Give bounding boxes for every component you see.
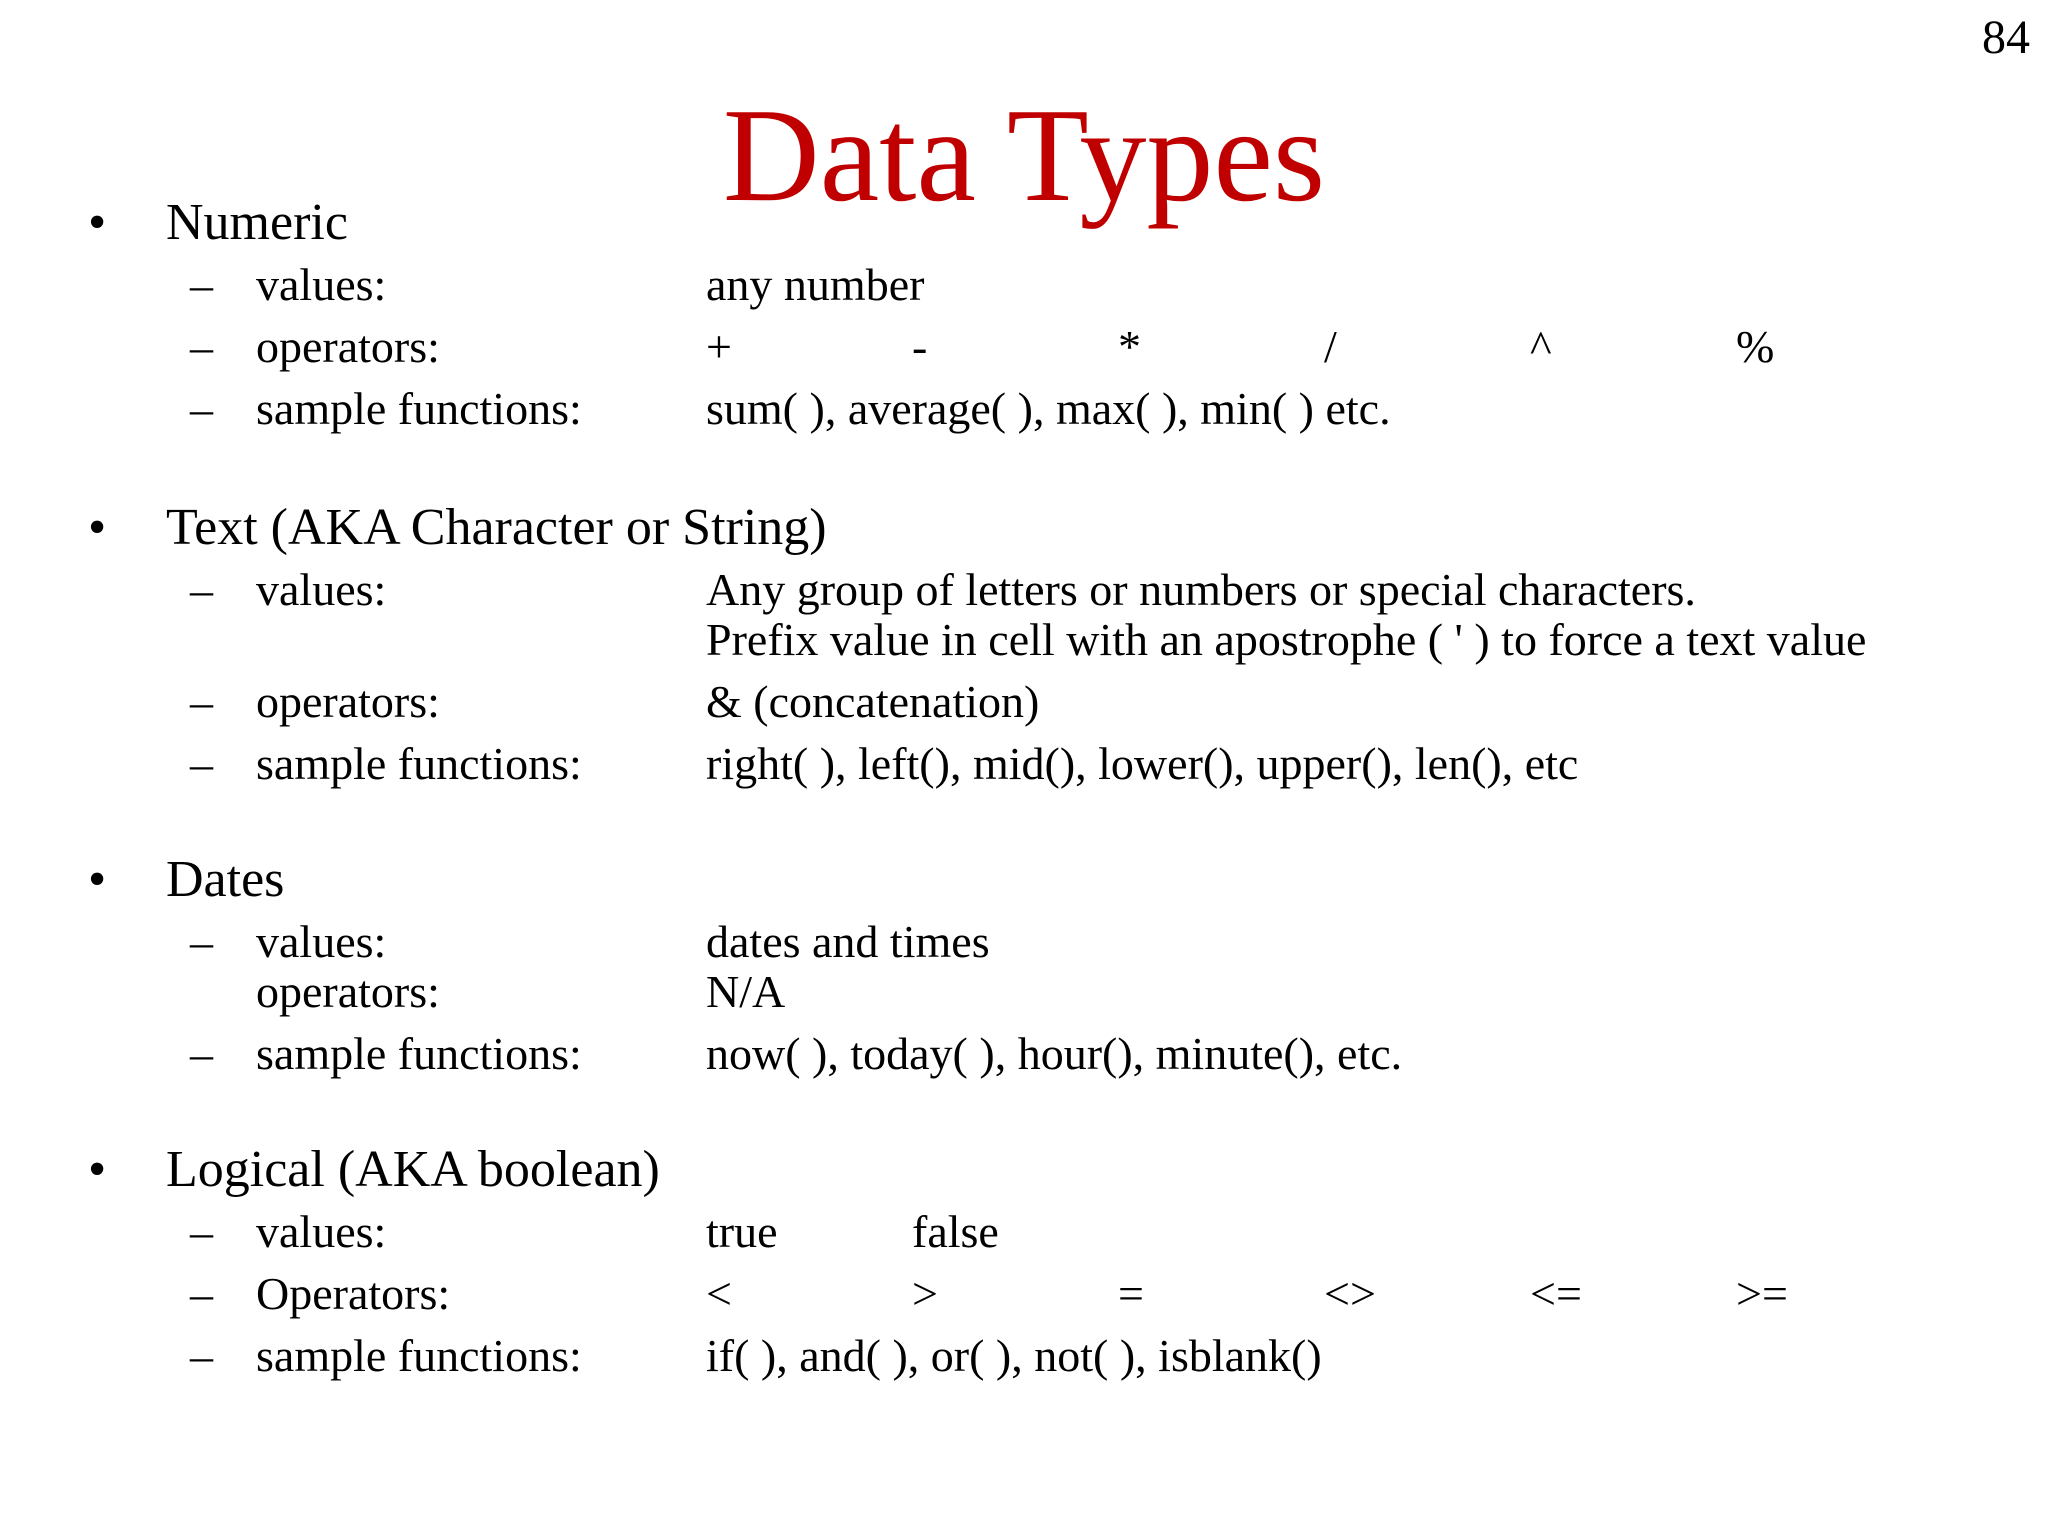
sub-item-operators xyxy=(0,1264,2048,1324)
sub-item-functions xyxy=(0,379,2048,439)
sub-item-label: values: xyxy=(256,916,387,967)
dash-icon: – xyxy=(190,1268,213,1319)
sub-item-value: any number xyxy=(706,259,925,310)
sub-item-functions xyxy=(0,734,2048,794)
bullet-label: Numeric xyxy=(166,194,348,251)
dash-icon: – xyxy=(190,383,213,434)
bullet-text xyxy=(0,498,2048,558)
sub-item-operators xyxy=(0,672,2048,732)
sub-item-value: N/A xyxy=(706,966,786,1017)
dash-icon: – xyxy=(190,916,213,967)
operator: <= xyxy=(1530,1268,1582,1319)
bullet-icon: • xyxy=(88,851,107,908)
sub-item-label: sample functions: xyxy=(256,1330,582,1381)
bullet-logical xyxy=(0,1140,2048,1200)
dash-icon: – xyxy=(190,1206,213,1257)
operator: ^ xyxy=(1530,321,1552,372)
operator: - xyxy=(912,321,928,372)
sub-item-operators xyxy=(0,962,2048,1022)
sub-item-values xyxy=(0,255,2048,315)
bullet-label: Dates xyxy=(166,851,285,908)
sub-item-functions xyxy=(0,1024,2048,1084)
operator: * xyxy=(1118,321,1141,372)
operator: + xyxy=(706,321,732,372)
bullet-icon: • xyxy=(88,499,107,556)
slide-title: Data Types xyxy=(722,81,1326,229)
bullet-dates xyxy=(0,850,2048,910)
operator: > xyxy=(912,1268,938,1319)
page-number: 84 xyxy=(1982,11,2030,64)
operator: < xyxy=(706,1268,732,1319)
bullet-numeric xyxy=(0,193,2048,253)
sub-item-label: sample functions: xyxy=(256,1028,582,1079)
sub-item-value-line2: Prefix value in cell with an apostrophe ( ' ) to force a text value xyxy=(706,614,1867,665)
sub-item-value: dates and times xyxy=(706,916,990,967)
sub-item-value: & (concatenation) xyxy=(706,676,1040,727)
value-false: false xyxy=(912,1206,999,1257)
dash-icon: – xyxy=(190,564,213,615)
operator: / xyxy=(1324,321,1337,372)
sub-item-value: right( ), left(), mid(), lower(), upper(), len(), etc xyxy=(706,738,1579,789)
bullet-label: Logical (AKA boolean) xyxy=(166,1141,660,1198)
operator: = xyxy=(1118,1268,1144,1319)
sub-item-label: operators: xyxy=(256,321,440,372)
sub-item-value: if( ), and( ), or( ), not( ), isblank() xyxy=(706,1330,1322,1381)
sub-item-label: sample functions: xyxy=(256,383,582,434)
dash-icon: – xyxy=(190,738,213,789)
dash-icon: – xyxy=(190,321,213,372)
dash-icon: – xyxy=(190,1330,213,1381)
sub-item-value-line1: Any group of letters or numbers or special characters. xyxy=(706,564,1696,615)
dash-icon: – xyxy=(190,259,213,310)
value-true: true xyxy=(706,1206,778,1257)
bullet-icon: • xyxy=(88,194,107,251)
sub-item-functions xyxy=(0,1326,2048,1386)
sub-item-values xyxy=(0,1202,2048,1262)
sub-item-label: values: xyxy=(256,564,387,615)
bullet-label: Text (AKA Character or String) xyxy=(166,499,827,556)
sub-item-label: operators: xyxy=(256,676,440,727)
sub-item-label: operators: xyxy=(256,966,440,1017)
sub-item-value: now( ), today( ), hour(), minute(), etc. xyxy=(706,1028,1403,1079)
operator: >= xyxy=(1736,1268,1788,1319)
operator: % xyxy=(1736,321,1775,372)
operator: <> xyxy=(1324,1268,1376,1319)
bullet-icon: • xyxy=(88,1141,107,1198)
sub-item-label: values: xyxy=(256,1206,387,1257)
sub-item-value: sum( ), average( ), max( ), min( ) etc. xyxy=(706,383,1391,434)
sub-item-label: Operators: xyxy=(256,1268,451,1319)
sub-item-values xyxy=(0,560,2048,670)
sub-item-label: sample functions: xyxy=(256,738,582,789)
sub-item-label: values: xyxy=(256,259,387,310)
sub-item-operators xyxy=(0,317,2048,377)
dash-icon: – xyxy=(190,676,213,727)
dash-icon: – xyxy=(190,1028,213,1079)
